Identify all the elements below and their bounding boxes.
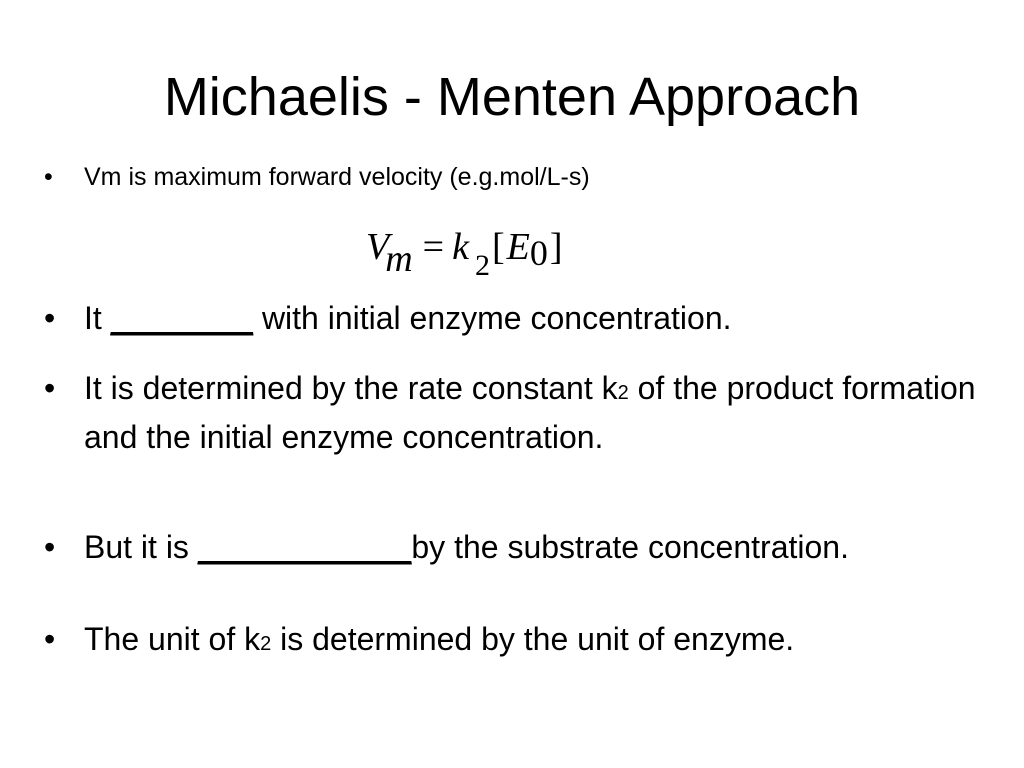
equation-v: V: [366, 226, 390, 268]
bullet-item-varies-with-enzyme: [44, 296, 984, 340]
equation-m-subscript: m: [385, 238, 413, 280]
subscript: 2: [260, 633, 272, 655]
fill-in-blank: ________: [110, 300, 254, 336]
bullet-dot-icon: •: [44, 370, 56, 406]
equation-close-bracket: ]: [549, 226, 563, 268]
equation-k-subscript: 2: [474, 249, 490, 282]
bullet-dot-icon: •: [44, 300, 56, 336]
equation-e: E: [506, 226, 530, 268]
equation-equals: =: [422, 226, 445, 268]
bullet-text: [84, 525, 984, 569]
slide-title: Michaelis - Menten Approach: [163, 67, 861, 127]
bullet-text: [84, 617, 984, 666]
bullet-text-part: with initial enzyme concentration.: [253, 300, 732, 336]
bullet-text-part: by the substrate concentration.: [411, 529, 849, 565]
subscript: 2: [617, 382, 629, 404]
bullet-text-part: But it is: [84, 529, 198, 565]
bullet-text-part: The unit of k: [84, 621, 261, 657]
bullet-dot-icon: •: [44, 163, 53, 191]
equation-k: k: [452, 226, 469, 268]
bullet-item-vm-definition: [44, 160, 984, 194]
bullet-text: Vm is maximum forward velocity (e.g.mol/L-s): [84, 163, 590, 191]
equation-zero-subscript: 0: [529, 233, 548, 273]
bullet-text: [84, 366, 984, 459]
bullet-dot-icon: •: [44, 529, 56, 565]
bullet-item-rate-constant: [44, 366, 984, 459]
bullet-item-unit-of-k2: [44, 617, 984, 666]
bullet-text-part: It: [84, 300, 111, 336]
bullet-text-part: It is determined by the rate constant k: [84, 370, 618, 406]
vm-equation: [366, 222, 565, 282]
bullet-text-part: is determined by the unit of enzyme.: [271, 621, 795, 657]
bullet-text-part: of the product formation and the initial enzyme concentration.: [84, 370, 976, 455]
bullet-text: [84, 296, 984, 340]
bullet-item-substrate: [44, 525, 984, 569]
fill-in-blank: ____________: [197, 529, 412, 565]
equation-open-bracket: [: [491, 226, 505, 268]
bullet-dot-icon: •: [44, 621, 56, 657]
